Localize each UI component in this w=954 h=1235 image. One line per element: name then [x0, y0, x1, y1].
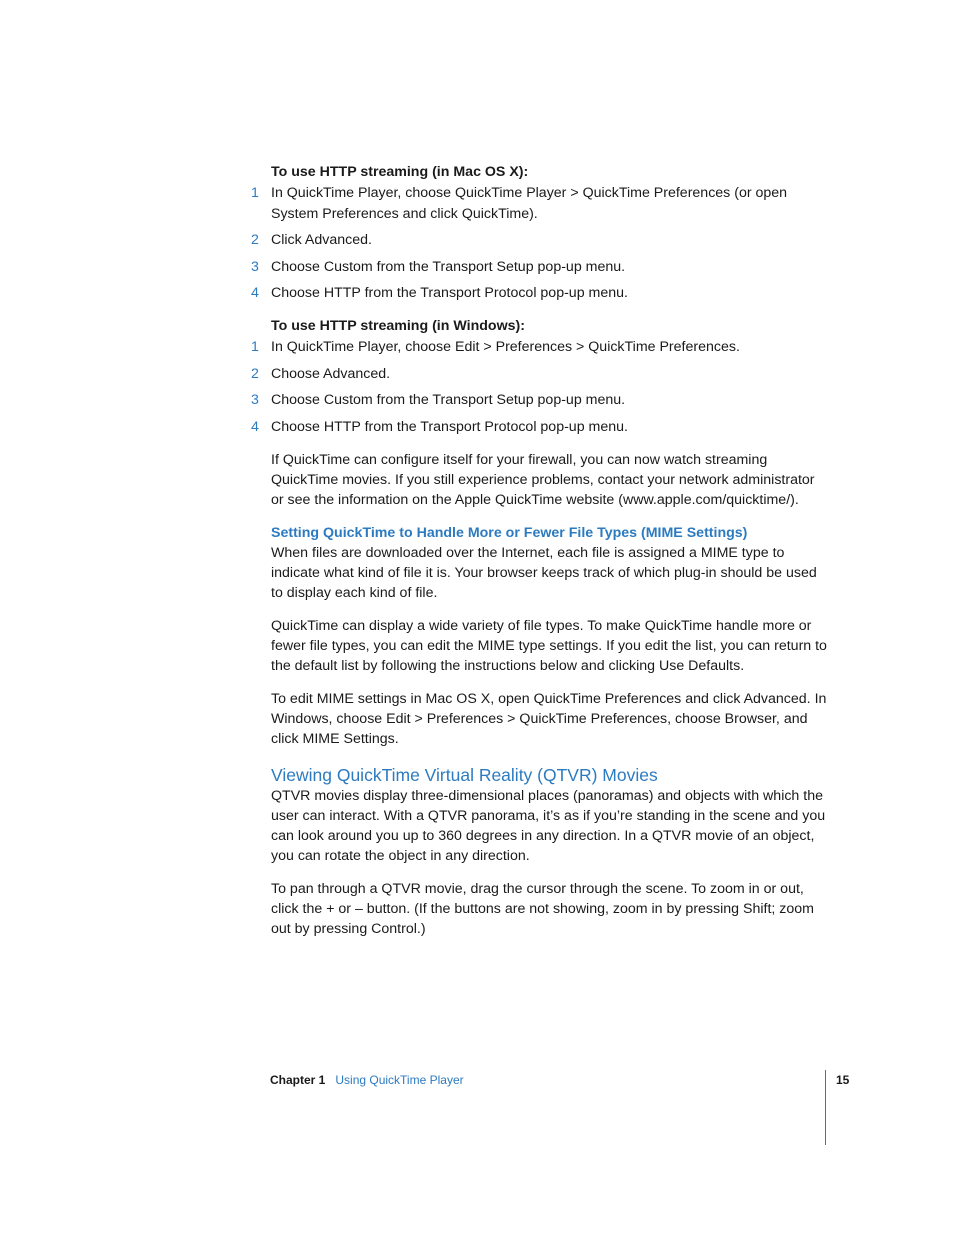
mime-section-heading: Setting QuickTime to Handle More or Fewer File Types (MIME Settings) — [271, 524, 748, 541]
mac-steps-list — [251, 183, 831, 303]
step-number: 1 — [251, 339, 259, 356]
step-number: 2 — [251, 232, 259, 249]
chapter-label: Chapter 1 — [270, 1073, 326, 1087]
step-number: 3 — [251, 392, 259, 409]
step-text: In QuickTime Player, choose Edit > Preferences > QuickTime Preferences. — [271, 339, 740, 356]
mime-paragraph: To edit MIME settings in Mac OS X, open QuickTime Preferences and click Advanced. In Windows, choose Edit > Preferences > QuickTime Preferences, choose Browser, and click MIME Settings. — [271, 690, 827, 748]
step-text: Click Advanced. — [271, 232, 372, 249]
step-number: 2 — [251, 365, 259, 382]
mac-procedure-heading: To use HTTP streaming (in Mac OS X): — [271, 164, 529, 180]
list-item — [251, 390, 831, 410]
qtvr-paragraph: To pan through a QTVR movie, drag the cursor through the scene. To zoom in or out, click the + or – button. (If the buttons are not showing, zoom in by pressing Shift; zoom out by pressing Control.) — [271, 880, 814, 938]
step-text: Choose HTTP from the Transport Protocol pop-up menu. — [271, 285, 628, 302]
windows-procedure-heading: To use HTTP streaming (in Windows): — [271, 317, 525, 334]
footer-divider — [825, 1070, 826, 1145]
page-number: 15 — [836, 1073, 850, 1087]
windows-steps-list — [251, 337, 831, 437]
step-number: 1 — [251, 185, 259, 202]
list-item — [251, 283, 831, 303]
page-footer — [270, 1072, 464, 1088]
step-text: Choose Custom from the Transport Setup pop-up menu. — [271, 258, 626, 275]
qtvr-paragraph: QTVR movies display three-dimensional places (panoramas) and objects with which the user can interact. With a QTVR panorama, it’s as if you’re standing in the scene and you can look around you up to 360 degrees in any direction. In a QTVR movie of an object, you can rotate the object in any direction. — [271, 787, 826, 865]
qtvr-section-heading: Viewing QuickTime Virtual Reality (QTVR) Movies — [271, 764, 658, 785]
list-item — [251, 183, 831, 224]
mime-paragraph: QuickTime can display a wide variety of file types. To make QuickTime handle more or fewer file types, you can edit the MIME type settings. If you edit the list, you can return to the default list by following the instructions below and clicking Use Defaults. — [271, 617, 827, 675]
step-number: 4 — [251, 419, 259, 436]
page-content — [251, 162, 831, 952]
step-text: Choose Advanced. — [271, 365, 391, 382]
list-item — [251, 230, 831, 250]
list-item — [251, 257, 831, 277]
list-item — [251, 364, 831, 384]
list-item — [251, 337, 831, 357]
firewall-paragraph: If QuickTime can configure itself for your firewall, you can now watch streaming QuickTime movies. If you still experience problems, contact your network administrator or see the information on the Apple QuickTime website (www.apple.com/quicktime/). — [271, 451, 815, 509]
step-text: Choose HTTP from the Transport Protocol pop-up menu. — [271, 419, 628, 436]
list-item — [251, 417, 831, 437]
chapter-title-link[interactable]: Using QuickTime Player — [335, 1073, 464, 1087]
mime-paragraph: When files are downloaded over the Internet, each file is assigned a MIME type to indicate what kind of file it is. Your browser keeps track of which plug-in should be used to display each kind of file. — [271, 544, 817, 602]
step-number: 4 — [251, 285, 259, 302]
step-number: 3 — [251, 258, 259, 275]
step-text: In QuickTime Player, choose QuickTime Player > QuickTime Preferences (or open System Preferences and click QuickTime). — [271, 185, 788, 222]
step-text: Choose Custom from the Transport Setup pop-up menu. — [271, 392, 626, 409]
